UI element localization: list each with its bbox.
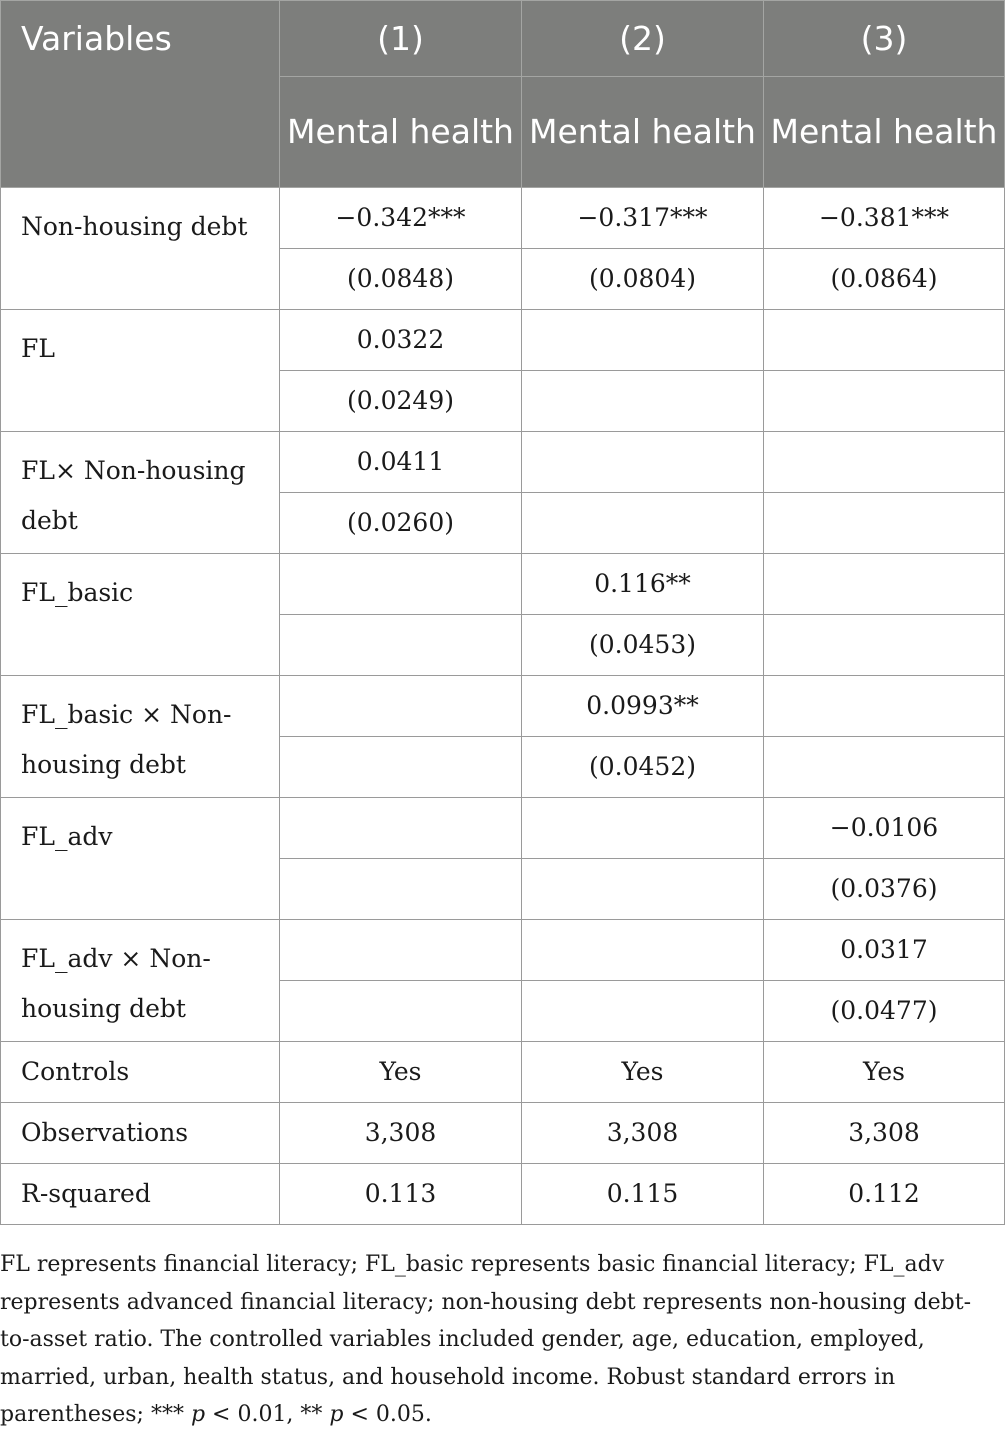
- coefficient-cell: −0.342***: [280, 188, 522, 249]
- coefficient-cell: [280, 676, 522, 737]
- summary-value: 3,308: [764, 1103, 1005, 1164]
- table-note: [0, 1246, 990, 1434]
- table-row: [1, 432, 1005, 493]
- standard-error-cell: [280, 615, 522, 676]
- column-number-2: (2): [522, 1, 764, 77]
- variables-header: Variables: [1, 1, 280, 188]
- table-body: [1, 188, 1005, 1225]
- table-row: [1, 1042, 1005, 1103]
- standard-error-cell: (0.0452): [522, 737, 764, 798]
- table-row: [1, 798, 1005, 859]
- table-row: [1, 920, 1005, 981]
- coefficient-cell: [764, 554, 1005, 615]
- table-row: [1, 310, 1005, 371]
- summary-value: Yes: [522, 1042, 764, 1103]
- coefficient-cell: [522, 310, 764, 371]
- standard-error-cell: (0.0376): [764, 859, 1005, 920]
- standard-error-cell: [280, 859, 522, 920]
- variable-label: Non-housing debt: [1, 188, 280, 310]
- summary-value: 0.115: [522, 1164, 764, 1225]
- table-row: [1, 676, 1005, 737]
- coefficient-cell: [764, 676, 1005, 737]
- standard-error-cell: [764, 737, 1005, 798]
- table-header: [1, 1, 1005, 188]
- summary-value: 3,308: [280, 1103, 522, 1164]
- p-symbol: p: [190, 1402, 206, 1427]
- standard-error-cell: (0.0804): [522, 249, 764, 310]
- coefficient-cell: 0.0411: [280, 432, 522, 493]
- variable-label: FL_adv: [1, 798, 280, 920]
- p-symbol: p: [329, 1402, 344, 1427]
- coefficient-cell: [522, 798, 764, 859]
- summary-value: Yes: [764, 1042, 1005, 1103]
- variable-label: FL_basic: [1, 554, 280, 676]
- coefficient-cell: [280, 920, 522, 981]
- standard-error-cell: [522, 371, 764, 432]
- coefficient-cell: 0.116**: [522, 554, 764, 615]
- standard-error-cell: [280, 737, 522, 798]
- column-number-1: (1): [280, 1, 522, 77]
- summary-value: Yes: [280, 1042, 522, 1103]
- summary-label: Controls: [1, 1042, 280, 1103]
- table-row: [1, 554, 1005, 615]
- standard-error-cell: [522, 859, 764, 920]
- coefficient-cell: [764, 432, 1005, 493]
- note-text: FL represents financial literacy; FL_basic represents basic financial literacy; FL_adv represents advanced financial literacy; non-housing debt represents non-housing debt-to-asset ratio. The controlled variables included gender, age, education, employed, married, urban, health status, and household income. Robust standard errors in parentheses; ***: [0, 1252, 972, 1427]
- variable-label: FL: [1, 310, 280, 432]
- table-row: [1, 1103, 1005, 1164]
- note-text: < 0.05.: [343, 1402, 432, 1427]
- coefficient-cell: [522, 920, 764, 981]
- coefficient-cell: 0.0317: [764, 920, 1005, 981]
- summary-value: 3,308: [522, 1103, 764, 1164]
- coefficient-cell: −0.381***: [764, 188, 1005, 249]
- coefficient-cell: 0.0322: [280, 310, 522, 371]
- standard-error-cell: [280, 981, 522, 1042]
- coefficient-cell: 0.0993**: [522, 676, 764, 737]
- coefficient-cell: −0.0106: [764, 798, 1005, 859]
- coefficient-cell: −0.317***: [522, 188, 764, 249]
- coefficient-cell: [280, 554, 522, 615]
- summary-value: 0.113: [280, 1164, 522, 1225]
- standard-error-cell: (0.0453): [522, 615, 764, 676]
- coefficient-cell: [522, 432, 764, 493]
- standard-error-cell: [522, 981, 764, 1042]
- dependent-variable-3: Mental health: [764, 77, 1005, 188]
- note-text: < 0.01, **: [205, 1402, 330, 1427]
- table-row: [1, 1164, 1005, 1225]
- table-row: [1, 188, 1005, 249]
- variable-label: FL_basic × Non-housing debt: [1, 676, 280, 798]
- variable-label: FL_adv × Non-housing debt: [1, 920, 280, 1042]
- summary-value: 0.112: [764, 1164, 1005, 1225]
- column-number-3: (3): [764, 1, 1005, 77]
- standard-error-cell: [764, 371, 1005, 432]
- standard-error-cell: (0.0848): [280, 249, 522, 310]
- standard-error-cell: (0.0864): [764, 249, 1005, 310]
- standard-error-cell: [522, 493, 764, 554]
- standard-error-cell: (0.0249): [280, 371, 522, 432]
- summary-label: R-squared: [1, 1164, 280, 1225]
- variable-label: FL× Non-housing debt: [1, 432, 280, 554]
- standard-error-cell: (0.0260): [280, 493, 522, 554]
- coefficient-cell: [280, 798, 522, 859]
- standard-error-cell: (0.0477): [764, 981, 1005, 1042]
- standard-error-cell: [764, 615, 1005, 676]
- coefficient-cell: [764, 310, 1005, 371]
- dependent-variable-1: Mental health: [280, 77, 522, 188]
- standard-error-cell: [764, 493, 1005, 554]
- summary-label: Observations: [1, 1103, 280, 1164]
- dependent-variable-2: Mental health: [522, 77, 764, 188]
